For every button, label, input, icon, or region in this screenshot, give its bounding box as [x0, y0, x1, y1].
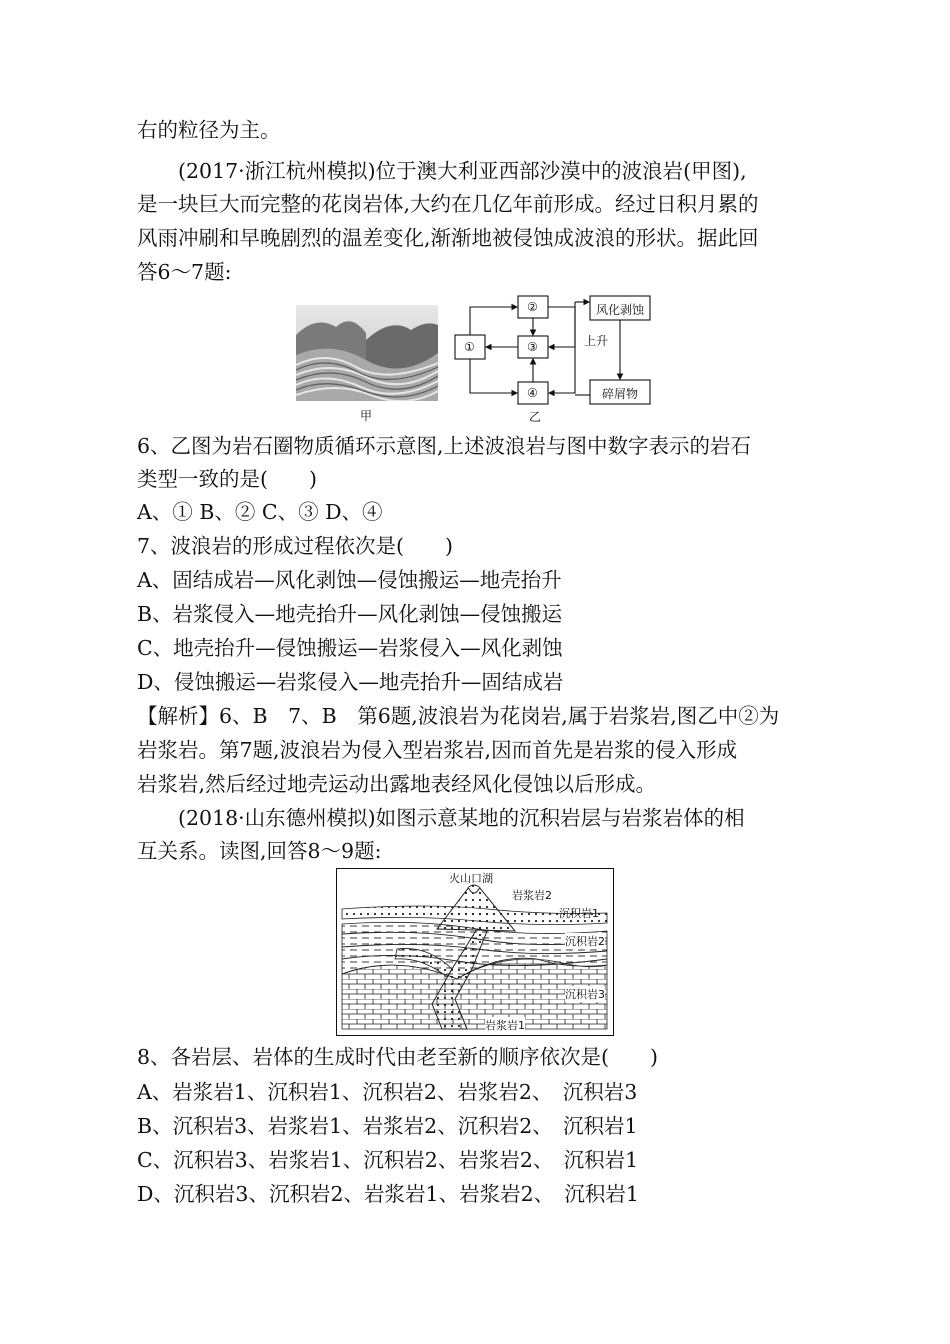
question-8: 8、各岩层、岩体的生成时代由老至新的顺序依次是( ): [137, 1045, 659, 1069]
option-d: D、沉积岩3、沉积岩2、岩浆岩1、岩浆岩2、 沉积岩1: [137, 1182, 639, 1206]
rock-type-3: ③: [527, 340, 538, 354]
weathering-label: 风化剥蚀: [596, 303, 645, 317]
wave-rock-photo: [296, 305, 438, 425]
crater-lake-label: 火山口湖: [449, 872, 493, 885]
option-c: C、沉积岩3、岩浆岩1、沉积岩2、岩浆岩2、 沉积岩1: [137, 1148, 639, 1172]
sedimentary-rock-3-label: 沉积岩3: [565, 988, 605, 1001]
strata-drawing: [337, 869, 613, 1035]
igneous-rock-2-label: 岩浆岩2: [512, 889, 552, 902]
text-line: (2017·浙江杭州模拟)位于澳大利亚西部沙漠中的波浪岩(甲图),: [178, 159, 747, 183]
rock-type-2: ②: [527, 300, 538, 314]
rock-type-1: ①: [464, 340, 475, 354]
text-line: 右的粒径为主。: [137, 118, 281, 142]
rock-type-4: ④: [527, 386, 538, 400]
text-line: 是一块巨大而完整的花岗岩体,大约在几亿年前形成。经过日积月累的: [137, 192, 759, 216]
question-6: 6、乙图为岩石圈物质循环示意图,上述波浪岩与图中数字表示的岩石: [137, 434, 752, 458]
text-line: (2018·山东德州模拟)如图示意某地的沉积岩层与岩浆岩体的相: [178, 806, 745, 830]
text-line: 类型一致的是( ): [137, 467, 317, 491]
text-line: 答6～7题:: [137, 260, 232, 284]
question-7: 7、波浪岩的形成过程依次是( ): [137, 534, 454, 558]
debris-label: 碎屑物: [602, 387, 639, 401]
sedimentary-rock-1-label: 沉积岩1: [559, 907, 599, 920]
caption-jia: 甲: [360, 409, 373, 423]
igneous-rock-1-label: 岩浆岩1: [485, 1019, 525, 1032]
text-line: 岩浆岩,然后经过地壳运动出露地表经风化侵蚀以后形成。: [137, 772, 657, 796]
uplift-label: 上升: [584, 334, 609, 348]
option-a: A、固结成岩—风化剥蚀—侵蚀搬运—地壳抬升: [137, 568, 562, 592]
option-a: A、岩浆岩1、沉积岩1、沉积岩2、岩浆岩2、 沉积岩3: [137, 1080, 638, 1104]
wave-rock-image: [296, 305, 438, 401]
text-line: 互关系。读图,回答8～9题:: [137, 839, 382, 863]
sedimentary-rock-2-label: 沉积岩2: [565, 935, 605, 948]
strata-diagram: [336, 868, 614, 1036]
option-b: B、沉积岩3、岩浆岩1、岩浆岩2、沉积岩2、 沉积岩1: [137, 1114, 638, 1138]
option-d: D、侵蚀搬运—岩浆侵入—地壳抬升—固结成岩: [137, 670, 564, 694]
question-6-options: A、① B、② C、③ D、④: [137, 500, 383, 524]
rock-cycle-diagram: [445, 290, 660, 425]
option-b: B、岩浆侵入—地壳抬升—风化剥蚀—侵蚀搬运: [137, 602, 563, 626]
caption-yi: 乙: [529, 410, 542, 424]
option-c: C、地壳抬升—侵蚀搬运—岩浆侵入—风化剥蚀: [137, 636, 563, 660]
text-line: 岩浆岩。第7题,波浪岩为侵入型岩浆岩,因而首先是岩浆的侵入形成: [137, 738, 738, 762]
answer-analysis: 【解析】6、B 7、B 第6题,波浪岩为花岗岩,属于岩浆岩,图乙中②为: [137, 704, 780, 728]
text-line: 风雨冲刷和早晚剧烈的温差变化,渐渐地被侵蚀成波浪的形状。据此回: [137, 226, 759, 250]
